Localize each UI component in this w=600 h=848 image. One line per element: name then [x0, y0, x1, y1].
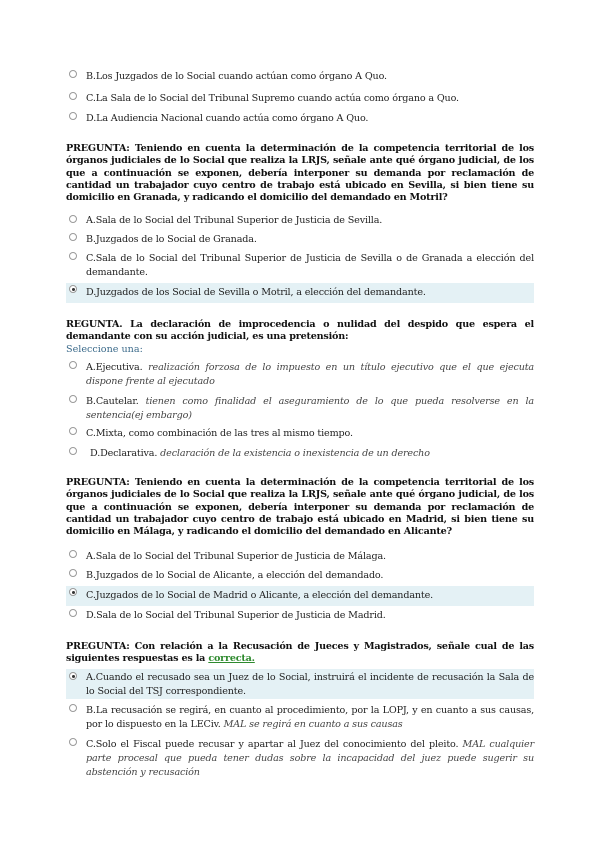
radio-button[interactable] [69, 112, 77, 120]
select-label: Seleccione una: [66, 344, 143, 355]
option-text: La Sala de lo Social del Tribunal Supremo cuando actúa como órgano a Quo. [95, 93, 459, 104]
option-text: Declarativa. [100, 448, 158, 459]
option-letter: B. [86, 705, 96, 716]
option-text: Juzgados de lo Social de Madrid o Alicante, a elección del demandante. [95, 590, 434, 601]
option-letter: B. [86, 396, 96, 407]
option-letter: C. [86, 428, 96, 439]
option-b[interactable] [66, 395, 534, 423]
option-text: Cautelar. [95, 396, 139, 407]
question-text: PREGUNTA: Teniendo en cuenta la determinación de la competencia territorial de los órganos judiciales de lo Social que realiza la LRJS, señale ante qué órgano judicial, de los que a continuación se exponen, debería interponer su demanda por reclamación de cantidad un trabajador cuyo centro de trabajo está ubicado en Sevilla, si bien tiene su domicilio en Granada, y radicando el domicilio del demandado en Motril? [66, 143, 534, 204]
option-note: MAL cualquier parte procesal que pueda tener dudas sobre la incapacidad del juez puede sugerir su abstención y recusación [86, 739, 535, 778]
option-b[interactable] [66, 569, 534, 583]
option-text: Solo el Fiscal puede recusar y apartar al Juez del conocimiento del pleito. [95, 739, 459, 750]
option-text: Sala de lo Social del Tribunal Superior de Justicia de Sevilla o de Granada a elección del demandante. [86, 253, 534, 278]
option-text: Sala de lo Social del Tribunal Superior de Justicia de Sevilla. [95, 215, 383, 226]
question-text: REGUNTA. La declaración de improcedencia o nulidad del despido que espera el demandante con su acción judicial, es una pretensión: [66, 319, 534, 343]
option-letter: A. [86, 551, 96, 562]
radio-button[interactable] [69, 92, 77, 100]
radio-button[interactable] [69, 704, 77, 712]
option-d[interactable] [66, 283, 534, 303]
correct-link[interactable]: correcta. [208, 653, 255, 665]
option-note: realización forzosa de lo impuesto en un título ejecutivo que el que ejecuta dispone frente al ejecutado [86, 362, 535, 387]
option-letter: C. [86, 253, 96, 264]
option-a[interactable] [66, 550, 534, 564]
option-c[interactable] [66, 252, 534, 280]
option-text: Juzgados de lo Social de Granada. [95, 234, 257, 245]
radio-button[interactable] [69, 569, 77, 577]
option-letter: C. [86, 739, 96, 750]
radio-button[interactable] [69, 447, 77, 455]
option-a[interactable] [66, 669, 534, 699]
radio-button[interactable] [69, 233, 77, 241]
option-b[interactable] [66, 70, 534, 84]
option-text: Sala de lo Social del Tribunal Superior de Justicia de Málaga. [95, 551, 386, 562]
option-letter: B. [86, 234, 96, 245]
option-a[interactable] [66, 361, 534, 389]
radio-button[interactable] [69, 738, 77, 746]
radio-button[interactable] [69, 672, 77, 680]
option-letter: A. [86, 672, 96, 683]
option-text: Cuando el recusado sea un Juez de lo Social, instruirá el incidente de recusación la Sala de lo Social del TSJ correspondiente. [86, 672, 534, 697]
option-c[interactable] [66, 92, 534, 106]
option-text: La recusación se regirá, en cuanto al procedimiento, por la LOPJ, y en cuanto a sus causas, por lo dispuesto en la LECiv. [86, 705, 534, 730]
option-d[interactable] [66, 609, 534, 623]
option-letter: A. [86, 362, 96, 373]
option-letter: D. [90, 448, 101, 459]
option-text: La Audiencia Nacional cuando actúa como órgano A Quo. [96, 113, 369, 124]
radio-button[interactable] [69, 70, 77, 78]
option-letter: B. [86, 71, 96, 82]
option-text: Los Juzgados de lo Social cuando actúan como órgano A Quo. [95, 71, 387, 82]
radio-button[interactable] [69, 550, 77, 558]
option-c[interactable] [66, 427, 534, 441]
option-note: declaración de la existencia o inexistencia de un derecho [160, 448, 430, 459]
option-letter: D. [86, 610, 97, 621]
option-text: Juzgados de los Social de Sevilla o Motril, a elección del demandante. [96, 287, 426, 298]
option-letter: A. [86, 215, 96, 226]
radio-button[interactable] [69, 361, 77, 369]
radio-button[interactable] [69, 285, 77, 293]
radio-button[interactable] [69, 252, 77, 260]
option-b[interactable] [66, 233, 534, 247]
option-b[interactable] [66, 704, 534, 732]
radio-button[interactable] [69, 395, 77, 403]
option-note: tienen como finalidad el aseguramiento de lo que pueda resolverse en la sentencia(ej embargo) [86, 396, 534, 421]
option-letter: C. [86, 93, 96, 104]
radio-button[interactable] [69, 427, 77, 435]
question-text [66, 641, 534, 666]
radio-button[interactable] [69, 215, 77, 223]
option-a[interactable] [66, 214, 534, 228]
question-main: PREGUNTA: Con relación a la Recusación de Jueces y Magistrados, señale cual de las siguientes respuestas es la [66, 641, 534, 665]
option-note: MAL se regirá en cuanto a sus causas [223, 719, 403, 730]
option-text: Ejecutiva. [95, 362, 143, 373]
option-c[interactable] [66, 738, 534, 782]
option-text: Sala de lo Social del Tribunal Superior de Justicia de Madrid. [96, 610, 386, 621]
option-letter: B. [86, 570, 96, 581]
option-d[interactable] [66, 112, 534, 126]
radio-button[interactable] [69, 609, 77, 617]
option-letter: D. [86, 287, 97, 298]
option-letter: D. [86, 113, 97, 124]
option-text: Juzgados de lo Social de Alicante, a elección del demandado. [95, 570, 384, 581]
radio-button[interactable] [69, 588, 77, 596]
option-letter: C. [86, 590, 96, 601]
option-c[interactable] [66, 586, 534, 606]
question-text: PREGUNTA: Teniendo en cuenta la determinación de la competencia territorial de los órganos judiciales de lo Social que realiza la LRJS, señale ante qué órgano judicial, de los que a continuación se exponen, debería interponer su demanda por reclamación de cantidad un trabajador cuyo centro de trabajo está ubicado en Madrid, si bien tiene su domicilio en Málaga, y radicando el domicilio del demandado en Alicante? [66, 477, 534, 538]
option-d[interactable] [66, 447, 534, 461]
option-text: Mixta, como combinación de las tres al mismo tiempo. [95, 428, 353, 439]
